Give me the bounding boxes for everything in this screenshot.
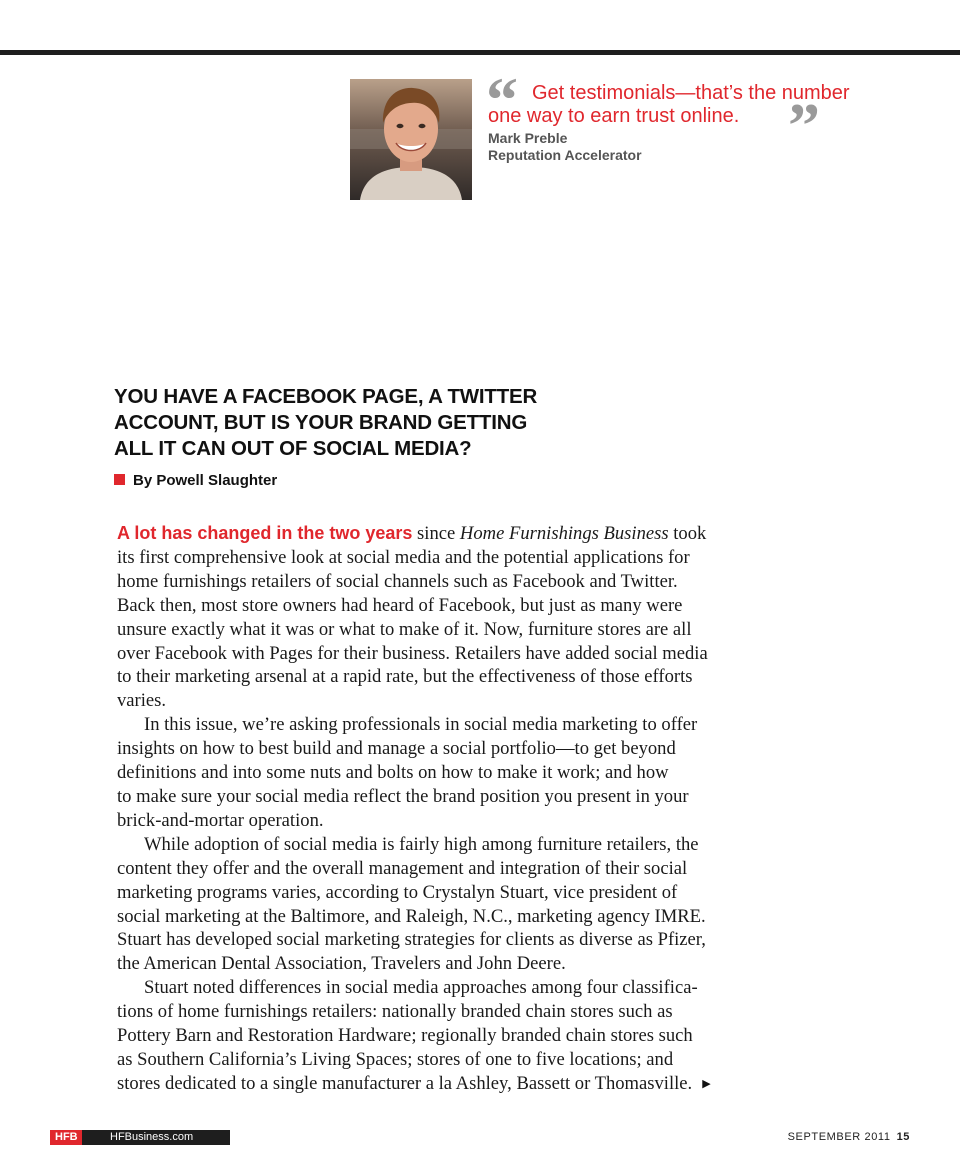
body-line	[117, 642, 857, 666]
issue-date: SEPTEMBER 2011	[787, 1131, 891, 1143]
body-line-text: While adoption of social media is fairly high among furniture retailers, the	[144, 833, 699, 855]
body-line-text: home furnishings retailers of social channels such as Facebook and Twitter.	[117, 570, 678, 592]
publication-title: Home Furnishings Business	[459, 523, 669, 544]
body-line-text: the American Dental Association, Travelers and John Deere.	[117, 953, 566, 975]
body-line-text: content they offer and the overall management and integration of their social	[117, 857, 688, 879]
body-line	[117, 1000, 857, 1024]
headline-line: YOU HAVE A FACEBOOK PAGE, A TWITTER	[114, 385, 538, 408]
quote-company: Reputation Accelerator	[488, 147, 642, 163]
body-line	[117, 928, 857, 952]
top-rule	[0, 50, 960, 55]
open-quote-mark: “	[486, 64, 518, 135]
headline-line: ALL IT CAN OUT OF SOCIAL MEDIA?	[114, 437, 472, 460]
body-line-text: over Facebook with Pages for their business. Retailers have added social media	[117, 642, 708, 664]
footer-brand	[50, 1130, 230, 1145]
body-line-text: insights on how to best build and manage a social portfolio—to get beyond	[117, 738, 676, 760]
quote-line-2: one way to earn trust online.	[488, 105, 740, 127]
body-line-text: Stuart has developed social marketing strategies for clients as diverse as Pfizer,	[117, 929, 706, 951]
body-line	[117, 905, 857, 929]
body-line	[117, 1072, 857, 1097]
body-line	[117, 809, 857, 833]
body-line-text: tions of home furnishings retailers: nationally branded chain stores such as	[117, 1001, 673, 1023]
body-line-text: social marketing at the Baltimore, and Raleigh, N.C., marketing agency IMRE.	[117, 905, 706, 927]
body-line-text: In this issue, we’re asking professionals in social media marketing to offer	[144, 714, 698, 736]
body-line	[117, 689, 857, 713]
body-line-text: to their marketing arsenal at a rapid rate, but the effectiveness of those efforts	[117, 666, 693, 688]
body-line	[117, 594, 857, 618]
body-line	[117, 1024, 857, 1048]
body-line	[117, 522, 857, 546]
body-line-text: Stuart noted differences in social media approaches among four classifica-	[144, 977, 698, 999]
body-line	[117, 570, 857, 594]
body-line-text: Back then, most store owners had heard of Facebook, but just as many were	[117, 594, 683, 616]
article-headline	[114, 384, 634, 462]
body-line	[117, 976, 857, 1000]
body-line	[117, 857, 857, 881]
page-number: 15	[896, 1131, 910, 1143]
body-line-text: stores dedicated to a single manufacturer a la Ashley, Bassett or Thomasville.	[117, 1072, 693, 1094]
body-line-text: unsure exactly what it was or what to make of it. Now, furniture stores are all	[117, 618, 692, 640]
quote-line-1: Get testimonials—that’s the number	[532, 82, 850, 104]
headline-line: ACCOUNT, BUT IS YOUR BRAND GETTING	[114, 411, 528, 434]
body-line	[117, 665, 857, 689]
quote-text	[488, 82, 928, 128]
footer-site-link[interactable]: HFBusiness.com	[82, 1130, 230, 1145]
lead-in: A lot has changed in the two years	[117, 523, 413, 543]
body-line	[117, 952, 857, 976]
pull-quote	[486, 64, 928, 164]
body-line-text: to make sure your social media reflect the brand position you present in your	[117, 785, 689, 807]
body-line	[117, 833, 857, 857]
body-line	[117, 785, 857, 809]
continued-arrow-icon: ▶	[702, 1077, 711, 1090]
article-body	[117, 522, 857, 1097]
body-line-text: its first comprehensive look at social media and the potential applications for	[117, 546, 690, 568]
body-line-text: definitions and into some nuts and bolts on how to make it work; and how	[117, 762, 669, 784]
body-line	[117, 737, 857, 761]
body-line-text: brick-and-mortar operation.	[117, 809, 324, 831]
body-line-text: as Southern California’s Living Spaces; stores of one to five locations; and	[117, 1048, 674, 1070]
body-line-text: took	[668, 523, 707, 544]
body-line	[117, 881, 857, 905]
red-square-icon	[114, 474, 125, 485]
footer-issue	[788, 1131, 910, 1143]
body-line	[117, 761, 857, 785]
body-line	[117, 546, 857, 570]
close-quote-mark: ”	[788, 90, 820, 161]
body-line	[117, 1048, 857, 1072]
body-line	[117, 618, 857, 642]
body-line	[117, 713, 857, 737]
byline-text: By Powell Slaughter	[133, 472, 278, 489]
byline	[114, 472, 277, 489]
body-line-text: marketing programs varies, according to Crystalyn Stuart, vice president of	[117, 881, 678, 903]
quote-author: Mark Preble	[488, 130, 568, 146]
hfb-logo: HFB	[50, 1130, 82, 1145]
body-line-text: since	[412, 523, 460, 544]
body-line-text: Pottery Barn and Restoration Hardware; regionally branded chain stores such	[117, 1025, 693, 1047]
author-photo	[350, 79, 472, 200]
body-line-text: varies.	[117, 690, 167, 712]
